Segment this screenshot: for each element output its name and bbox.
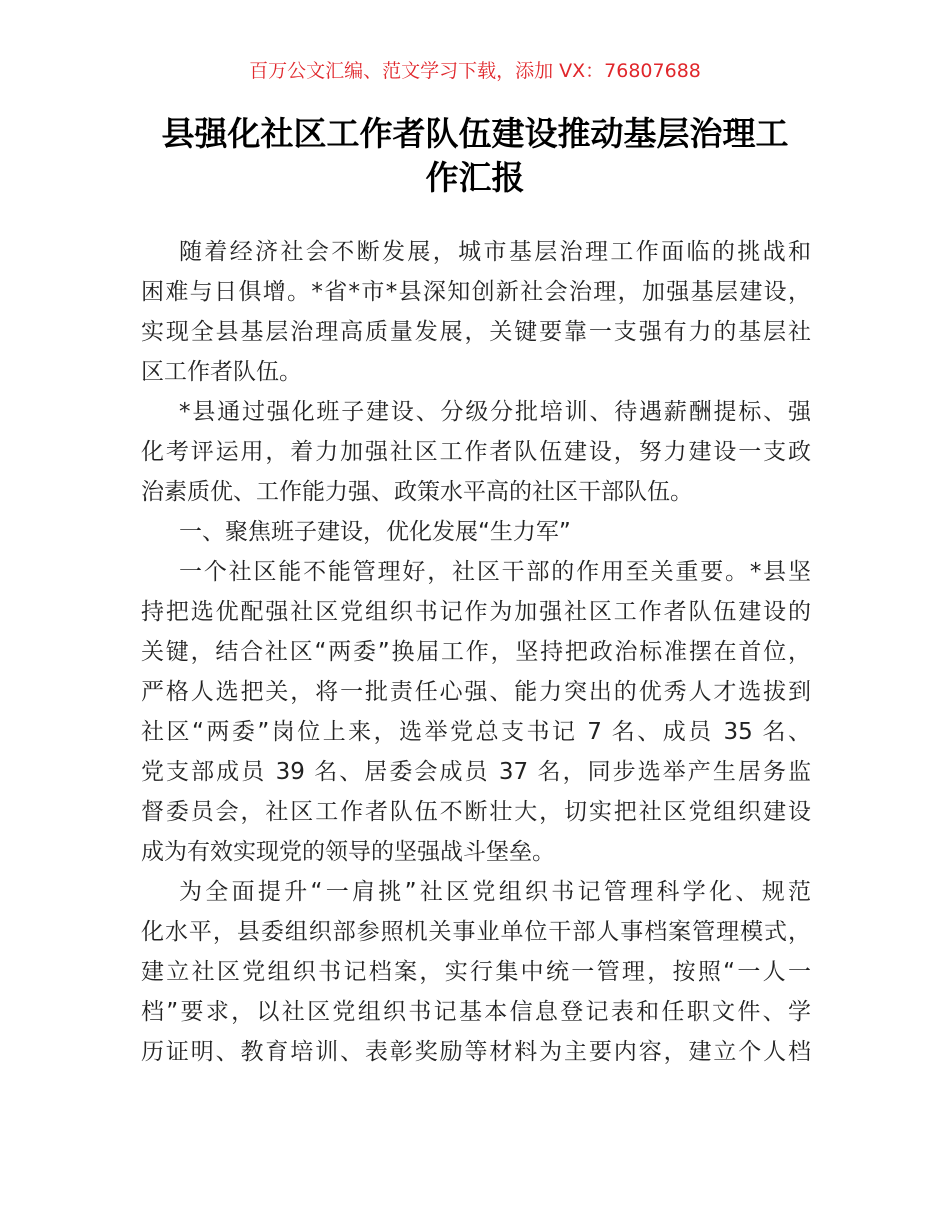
body-text-line: 持把选优配强社区党组织书记作为加强社区工作者队伍建设的 xyxy=(141,599,811,625)
body-text-line: 一个社区能不能管理好，社区干部的作用至关重要。*县坚 xyxy=(179,559,811,585)
body-text-line: 随着经济社会不断发展，城市基层治理工作面临的挑战和 xyxy=(179,239,811,265)
body-text-line: 档”要求，以社区党组织书记基本信息登记表和任职文件、学 xyxy=(141,999,811,1025)
body-text-line: 关键，结合社区“两委”换届工作，坚持把政治标准摆在首位， xyxy=(141,639,811,665)
body-text-line: 区工作者队伍。 xyxy=(141,359,302,385)
body-text-line: 建立社区党组织书记档案，实行集中统一管理，按照“一人一 xyxy=(141,959,811,985)
body-text-line: 成为有效实现党的领导的坚强战斗堡垒。 xyxy=(141,839,555,865)
title-line: 作汇报 xyxy=(425,158,525,197)
body-text-line: 化考评运用，着力加强社区工作者队伍建设，努力建设一支政 xyxy=(141,439,811,465)
title-line: 县强化社区工作者队伍建设推动基层治理工 xyxy=(161,114,789,153)
body-text-line: 实现全县基层治理高质量发展，关键要靠一支强有力的基层社 xyxy=(141,319,811,345)
body-text-line: 化水平，县委组织部参照机关事业单位干部人事档案管理模式， xyxy=(141,919,811,945)
body-text-line: 一、聚焦班子建设，优化发展“生力军” xyxy=(179,519,571,545)
body-text-line: 党支部成员 39 名、居委会成员 37 名，同步选举产生居务监 xyxy=(141,759,811,785)
body-text-line: *县通过强化班子建设、分级分批培训、待遇薪酬提标、强 xyxy=(179,399,811,425)
document-body xyxy=(141,232,811,1072)
body-text-line: 困难与日俱增。*省*市*县深知创新社会治理，加强基层建设， xyxy=(141,279,811,305)
body-text-line: 为全面提升“一肩挑”社区党组织书记管理科学化、规范 xyxy=(179,879,811,905)
body-text-line: 督委员会，社区工作者队伍不断壮大，切实把社区党组织建设 xyxy=(141,799,811,825)
body-text-line: 历证明、教育培训、表彰奖励等材料为主要内容，建立个人档 xyxy=(141,1039,811,1065)
watermark-banner: 百万公文汇编、范文学习下载，添加 VX：76807688 xyxy=(249,60,701,82)
document-title xyxy=(130,112,820,200)
body-text-line: 社区“两委”岗位上来，选举党总支书记 7 名、成员 35 名、 xyxy=(141,719,811,745)
body-text-line: 严格人选把关，将一批责任心强、能力突出的优秀人才选拔到 xyxy=(141,679,811,705)
body-text-line: 治素质优、工作能力强、政策水平高的社区干部队伍。 xyxy=(141,479,693,505)
